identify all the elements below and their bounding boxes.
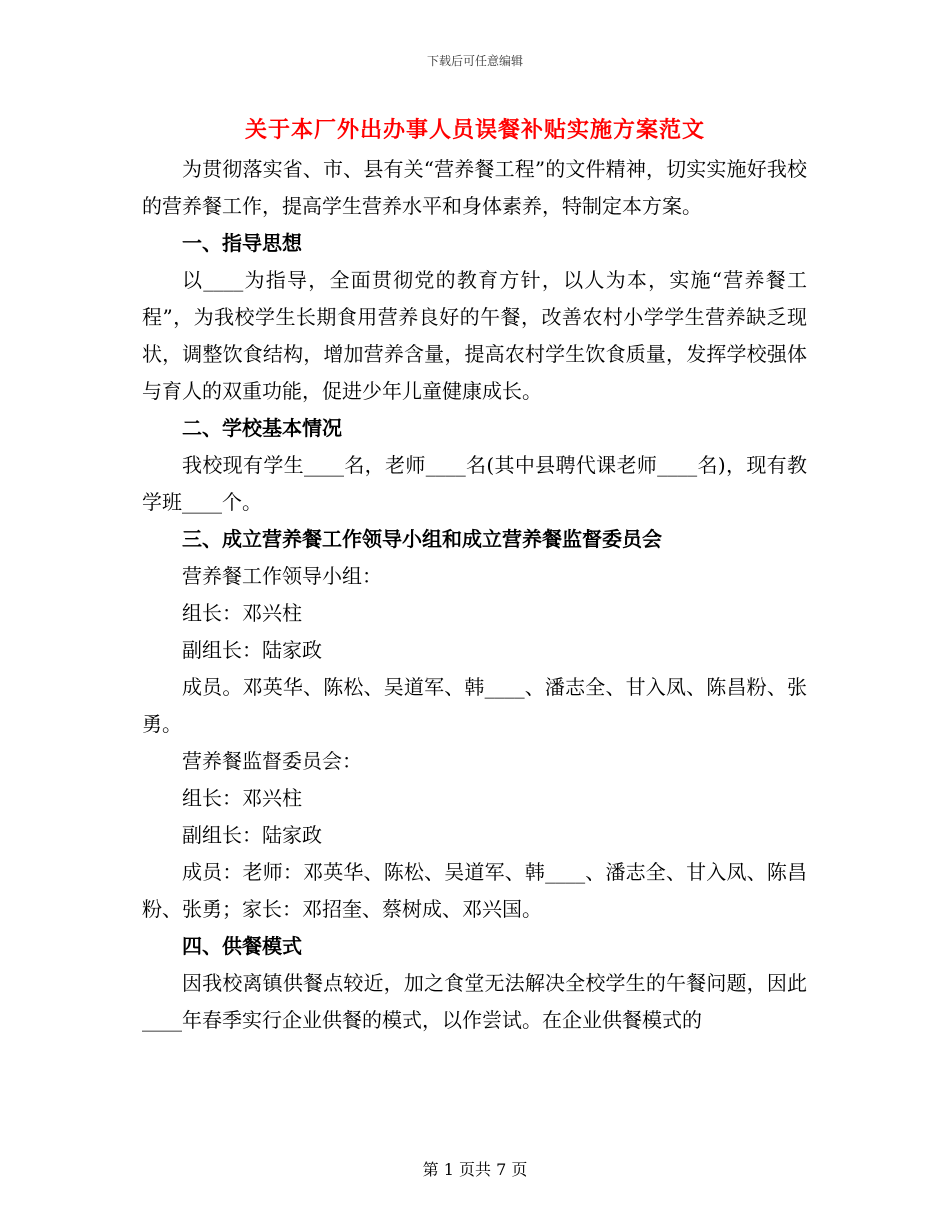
supervision-committee-members: 成员：老师：邓英华、陈松、吴道军、韩____、潘志全、甘入凤、陈昌粉、张勇；家长：邓招奎、蔡树成、邓兴国。 [142,860,807,921]
page-footer: 第 1 页共 7 页 [422,1160,528,1179]
intro-paragraph: 为贯彻落实省、市、县有关“营养餐工程”的文件精神，切实实施好我校的营养餐工作，提高学生营养水平和身体素养，特制定本方案。 [142,157,807,218]
section-1-body: 以____为指导，全面贯彻党的教育方针，以人为本，实施“营养餐工程”，为我校学生长期食用营养良好的午餐，改善农村小学学生营养缺乏现状，调整饮食结构，增加营养含量，提高农村学生饮食质量，发挥学校强体与育人的双重功能，促进少年儿童健康成长。 [142,268,807,403]
section-4-body: 因我校离镇供餐点较近，加之食堂无法解决全校学生的午餐问题，因此____年春季实行企业供餐的模式，以作尝试。在企业供餐模式的 [142,971,807,1032]
supervision-committee-leader: 组长：邓兴柱 [182,786,302,810]
leading-group-leader: 组长：邓兴柱 [182,601,302,625]
document-title: 关于本厂外出办事人员误餐补贴实施方案范文 [244,117,705,143]
section-1-heading: 一、指导思想 [182,231,302,255]
supervision-committee-title: 营养餐监督委员会： [182,749,362,773]
document-body [142,151,807,1039]
leading-group-deputy: 副组长：陆家政 [182,638,322,662]
section-2-heading: 二、学校基本情况 [182,416,342,440]
section-2-body: 我校现有学生____名，老师____名(其中县聘代课老师____名)，现有教学班____个。 [142,453,807,514]
section-3-heading: 三、成立营养餐工作领导小组和成立营养餐监督委员会 [182,527,662,551]
supervision-committee-deputy: 副组长：陆家政 [182,823,322,847]
section-4-heading: 四、供餐模式 [182,934,302,958]
leading-group-members: 成员。邓英华、陈松、吴道军、韩____、潘志全、甘入凤、陈昌粉、张勇。 [142,675,807,736]
leading-group-title: 营养餐工作领导小组： [182,564,382,588]
header-note: 下载后可任意编辑 [426,54,523,68]
